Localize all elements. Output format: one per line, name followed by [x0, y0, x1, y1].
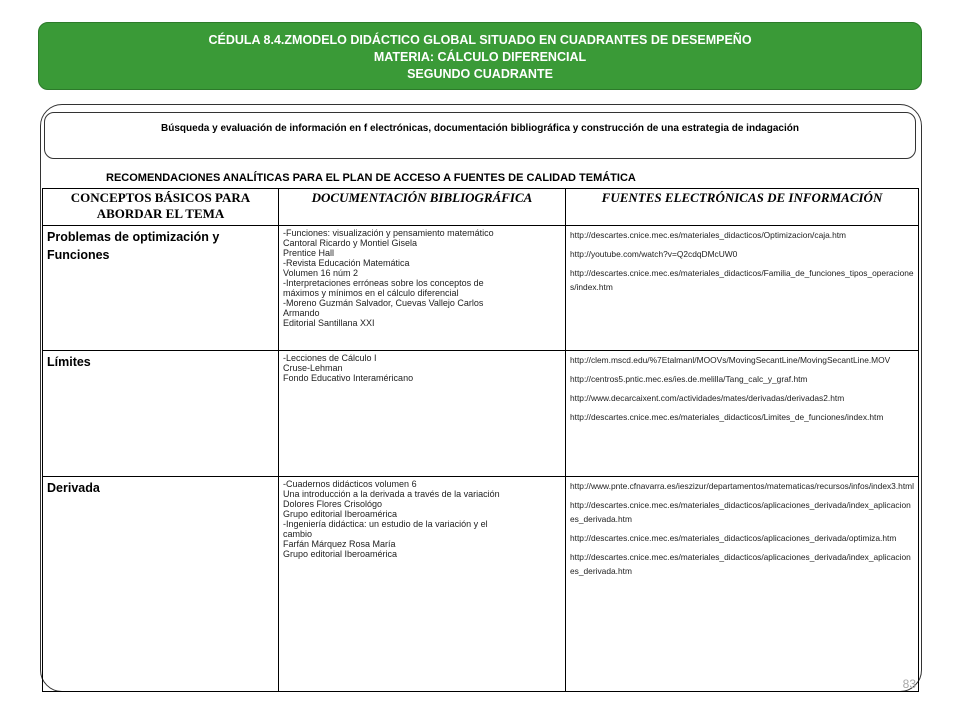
links-cell — [566, 351, 919, 477]
bibliography-line: Una introducción a la derivada a través de la variación — [283, 489, 500, 499]
bibliography-line: -Revista Educación Matemática — [283, 258, 410, 268]
resource-link[interactable]: http://descartes.cnice.mec.es/materiales_didacticos/Optimizacion/caja.htm — [570, 230, 847, 240]
search-description-box — [44, 112, 916, 159]
bibliography-cell — [279, 477, 566, 692]
header-bibliography: DOCUMENTACIÓN BIBLIOGRÁFICA — [279, 189, 566, 226]
bibliography-line: Volumen 16 núm 2 — [283, 268, 359, 278]
bibliography-line: -Cuadernos didácticos volumen 6 — [283, 479, 417, 489]
links-cell — [566, 226, 919, 351]
bibliography-line: -Ingeniería didáctica: un estudio de la variación y el — [283, 519, 488, 529]
resources-table — [42, 188, 919, 692]
table-row — [43, 477, 919, 692]
resource-link[interactable]: http://descartes.cnice.mec.es/materiales_didacticos/Limites_de_funciones/index.htm — [570, 412, 884, 422]
bibliography-line: -Moreno Guzmán Salvador, Cuevas Vallejo Carlos — [283, 298, 484, 308]
search-description-text: Búsqueda y evaluación de información en f electrónicas, documentación bibliográfica y construcción de una estrategia de indagación — [161, 123, 799, 134]
resource-link[interactable]: http://descartes.cnice.mec.es/materiales_didacticos/aplicaciones_derivada/optimiza.htm — [570, 533, 897, 543]
banner-quadrant: SEGUNDO CUADRANTE — [407, 67, 553, 81]
bibliography-cell — [279, 351, 566, 477]
concept-cell: Derivada — [43, 477, 279, 692]
resource-link[interactable]: http://descartes.cnice.mec.es/materiales_didacticos/aplicaciones_derivada/index_aplicaciones_derivada.htm — [570, 500, 911, 524]
concept-cell: Límites — [43, 351, 279, 477]
title-banner — [38, 22, 922, 90]
resource-link[interactable]: http://centros5.pntic.mec.es/ies.de.melilla/Tang_calc_y_graf.htm — [570, 374, 808, 384]
bibliography-line: Cantoral Ricardo y Montiel Gisela — [283, 238, 418, 248]
bibliography-line: Dolores Flores Crisológo — [283, 499, 383, 509]
recommendations-title: RECOMENDACIONES ANALÍTICAS PARA EL PLAN DE ACCESO A FUENTES DE CALIDAD TEMÁTICA — [106, 172, 636, 184]
links-cell — [566, 477, 919, 692]
bibliography-line: Fondo Educativo Interaméricano — [283, 373, 414, 383]
bibliography-line: Editorial Santillana XXI — [283, 318, 375, 328]
bibliography-line: Farfán Márquez Rosa María — [283, 539, 396, 549]
bibliography-line: Grupo editorial Iberoamérica — [283, 549, 398, 559]
bibliography-line: -Funciones: visualización y pensamiento matemático — [283, 228, 494, 238]
header-electronic-sources: FUENTES ELECTRÓNICAS DE INFORMACIÓN — [566, 189, 919, 226]
bibliography-line: Cruse-Lehman — [283, 363, 343, 373]
bibliography-cell — [279, 226, 566, 351]
concept-cell: Problemas de optimización y Funciones — [43, 226, 279, 351]
header-concepts: CONCEPTOS BÁSICOS PARA ABORDAR EL TEMA — [43, 189, 279, 226]
table-row — [43, 351, 919, 477]
bibliography-line: -Interpretaciones erróneas sobre los conceptos de — [283, 278, 484, 288]
bibliography-line: Armando — [283, 308, 320, 318]
resource-link[interactable]: http://www.decarcaixent.com/actividades/mates/derivadas/derivadas2.htm — [570, 393, 845, 403]
bibliography-line: -Lecciones de Cálculo I — [283, 353, 377, 363]
resource-link[interactable]: http://clem.mscd.edu/%7Etalmanl/MOOVs/MovingSecantLine/MovingSecantLine.MOV — [570, 355, 891, 365]
page-number: 83 — [902, 677, 916, 691]
table-row — [43, 226, 919, 351]
bibliography-line: cambio — [283, 529, 313, 539]
resource-link[interactable]: http://youtube.com/watch?v=Q2cdqDMcUW0 — [570, 249, 738, 259]
table-header-row — [43, 189, 919, 226]
resource-link[interactable]: http://descartes.cnice.mec.es/materiales_didacticos/Familia_de_funciones_tipos_operaciones/index.htm — [570, 268, 914, 292]
banner-title: CÉDULA 8.4.ZMODELO DIDÁCTICO GLOBAL SITUADO EN CUADRANTES DE DESEMPEÑO — [208, 33, 752, 47]
banner-subject: MATERIA: CÁLCULO DIFERENCIAL — [373, 50, 587, 64]
bibliography-line: máximos y mínimos en el cálculo diferencial — [283, 288, 459, 298]
resource-link[interactable]: http://www.pnte.cfnavarra.es/ieszizur/departamentos/matematicas/recursos/infos/index3.html — [570, 481, 914, 491]
resource-link[interactable]: http://descartes.cnice.mec.es/materiales_didacticos/aplicaciones_derivada/index_aplicaciones_derivada.htm — [570, 552, 911, 576]
bibliography-line: Grupo editorial Iberoamérica — [283, 509, 398, 519]
bibliography-line: Prentice Hall — [283, 248, 335, 258]
